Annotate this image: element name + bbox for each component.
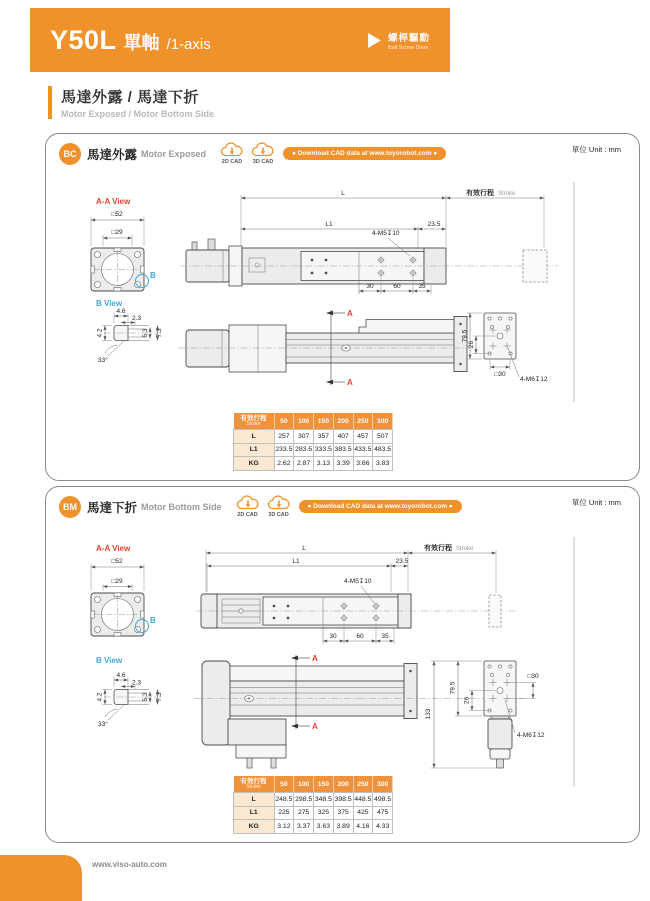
cell: 498.5 xyxy=(373,793,393,807)
cad-3d-button[interactable] xyxy=(267,495,291,518)
drive-type-en: Ball Screw Drive xyxy=(387,44,429,51)
col-header: 300 xyxy=(373,776,393,793)
section-mark-a: A xyxy=(312,654,318,663)
col-header-stroke xyxy=(234,413,275,430)
cad-3d-button[interactable] xyxy=(251,142,275,165)
axis-title-zh: 單軸 xyxy=(123,32,160,53)
page-title xyxy=(50,25,211,56)
dim-label: 4-M5↧10 xyxy=(344,578,372,585)
col-header: 50 xyxy=(274,776,294,793)
cell: 448.5 xyxy=(353,793,373,807)
model-name: Y50L xyxy=(50,24,117,55)
bc-b-view-detail xyxy=(96,299,163,364)
panel-bc-header xyxy=(59,142,446,165)
stroke-label-zh: 有效行程 xyxy=(424,545,452,552)
cell: 325 xyxy=(314,806,334,820)
play-icon xyxy=(368,33,381,48)
col-header: 50 xyxy=(274,413,294,430)
unit-label: 單位 Unit : mm xyxy=(571,498,621,507)
cell: 3.63 xyxy=(314,820,334,834)
cloud-download-icon xyxy=(251,142,275,158)
row-label: L1 xyxy=(234,806,275,820)
cad-2d-label: 2D CAD xyxy=(221,159,243,165)
section-heading xyxy=(48,86,214,119)
dim-label: 133 xyxy=(425,708,432,720)
row-label: KG xyxy=(234,820,275,834)
cell: 275 xyxy=(294,806,314,820)
cell: 3.83 xyxy=(373,457,393,471)
cell: 375 xyxy=(333,806,353,820)
dim-label: 30 xyxy=(366,283,374,290)
cell: 257 xyxy=(274,430,294,444)
dim-label: L1 xyxy=(325,221,333,228)
table-row xyxy=(234,430,393,444)
unit-label: 單位 Unit : mm xyxy=(571,145,621,154)
section-subtitle: Motor Exposed / Motor Bottom Side xyxy=(61,109,214,119)
bc-aa-view xyxy=(91,197,156,291)
dim-label: 4-M6↧12 xyxy=(520,376,548,383)
dim-label: 2.3 xyxy=(132,679,142,687)
dim-label: □29 xyxy=(111,578,123,585)
cell: 333.5 xyxy=(314,443,334,457)
col-header: 300 xyxy=(373,413,393,430)
cell: 307 xyxy=(294,430,314,444)
dim-label: L xyxy=(302,545,306,552)
footer-accent-block xyxy=(0,855,82,901)
cloud-download-icon xyxy=(220,142,244,158)
cell: 483.5 xyxy=(373,443,393,457)
cell: 475 xyxy=(373,806,393,820)
cloud-download-icon xyxy=(236,495,260,511)
panel-motor-bottom-side xyxy=(45,486,640,843)
aa-view-label: A-A View xyxy=(96,544,131,553)
col-header: 100 xyxy=(294,776,314,793)
cell: 457 xyxy=(353,430,373,444)
dim-label: 4.6 xyxy=(116,308,126,315)
stroke-header-en: Stroke xyxy=(246,783,261,790)
col-header: 150 xyxy=(314,776,334,793)
drive-type-badge xyxy=(368,30,430,51)
table-row xyxy=(234,443,393,457)
cell: 407 xyxy=(333,430,353,444)
page-header xyxy=(30,8,450,72)
cell: 248.5 xyxy=(274,793,294,807)
dim-label: 35 xyxy=(418,283,426,290)
cad-2d-label: 2D CAD xyxy=(237,512,258,518)
stroke-label-en: Stroke xyxy=(456,546,474,552)
stroke-table-bm xyxy=(233,776,393,834)
panel-name-en: Motor Bottom Side xyxy=(141,501,222,512)
table-row xyxy=(234,806,393,820)
stroke-label-en: Stroke xyxy=(498,191,516,197)
panel-name-zh: 馬達下折 xyxy=(87,500,138,515)
cell: 225 xyxy=(274,806,294,820)
cell: 3.89 xyxy=(333,820,353,834)
bm-aa-view xyxy=(91,544,156,636)
dim-label: 4.2 xyxy=(96,328,104,338)
dim-label: □30 xyxy=(527,673,539,680)
cad-download-group xyxy=(236,495,291,518)
cell: 507 xyxy=(373,430,393,444)
col-header: 150 xyxy=(314,413,334,430)
bm-side-view xyxy=(194,654,524,768)
axis-title-en: /1-axis xyxy=(166,35,211,53)
dim-label: 4.6 xyxy=(116,672,126,679)
drive-type-zh: 螺桿驅動 xyxy=(387,32,430,44)
drive-type-text xyxy=(388,30,430,51)
dim-label: 2.3 xyxy=(132,315,142,322)
row-label: L xyxy=(234,430,275,444)
aa-view-label: A-A View xyxy=(96,197,131,206)
dim-label: □30 xyxy=(494,371,506,378)
b-mark-label: B xyxy=(150,271,156,280)
b-view-label: B View xyxy=(96,299,123,308)
dim-label: 4.2 xyxy=(96,692,104,702)
dim-label: 5.3 xyxy=(142,692,149,702)
download-cad-button[interactable]: ● Download CAD data at www.toyorobot.com ● xyxy=(283,147,446,160)
b-view-label: B View xyxy=(96,656,123,665)
cell: 283.5 xyxy=(294,443,314,457)
cell: 383.5 xyxy=(333,443,353,457)
cell: 2.87 xyxy=(294,457,314,471)
dim-label: 5.3 xyxy=(142,328,149,338)
panel-code-badge: BM xyxy=(59,496,81,518)
cell: 2.62 xyxy=(274,457,294,471)
dim-label: L1 xyxy=(292,558,300,565)
b-mark-label: B xyxy=(150,616,156,625)
cell: 433.5 xyxy=(353,443,373,457)
stroke-label-zh: 有效行程 xyxy=(466,190,494,197)
section-mark-a: A xyxy=(347,378,353,387)
dim-label: 33° xyxy=(98,721,108,728)
panel-motor-exposed xyxy=(45,133,640,481)
panel-bm-header xyxy=(59,495,462,518)
table-row xyxy=(234,820,393,834)
section-mark-a: A xyxy=(347,309,353,318)
section-mark-a: A xyxy=(312,722,318,731)
dim-label: 7.3 xyxy=(156,328,163,338)
col-header: 250 xyxy=(353,413,373,430)
panel-name-en: Motor Exposed xyxy=(141,148,207,159)
download-cad-button[interactable]: ● Download CAD data at www.toyorobot.com ● xyxy=(299,500,462,513)
table-row xyxy=(234,457,393,471)
dim-label: 60 xyxy=(393,283,401,290)
dim-label: 23.5 xyxy=(427,221,441,228)
dim-label: 79.5 xyxy=(461,329,469,343)
footer-website: www.viso-auto.com xyxy=(92,860,167,869)
cell: 398.5 xyxy=(333,793,353,807)
col-header-stroke xyxy=(234,776,275,793)
dim-label: 35 xyxy=(381,633,389,640)
dim-label: L xyxy=(341,190,345,197)
dim-label: 4-M5↧10 xyxy=(372,230,400,237)
stroke-header-zh: 有效行程 xyxy=(240,777,267,785)
cell: 348.5 xyxy=(314,793,334,807)
dim-label: □52 xyxy=(111,558,123,565)
cad-2d-button[interactable] xyxy=(236,495,260,518)
stroke-header-zh: 有效行程 xyxy=(240,414,267,422)
row-label: L1 xyxy=(234,443,275,457)
cell: 357 xyxy=(314,430,334,444)
cell: 3.13 xyxy=(314,457,334,471)
cell: 3.66 xyxy=(353,457,373,471)
cell: 3.37 xyxy=(294,820,314,834)
dim-label: 4-M6↧12 xyxy=(517,732,545,739)
row-label: KG xyxy=(234,457,275,471)
dim-label: 7.3 xyxy=(156,692,163,702)
cad-download-group xyxy=(220,142,275,165)
table-row xyxy=(234,793,393,807)
row-label: L xyxy=(234,793,275,807)
bc-side-view xyxy=(178,309,476,387)
dim-label: 26 xyxy=(463,696,471,705)
stroke-header-en: Stroke xyxy=(246,420,261,427)
dim-label: 60 xyxy=(356,633,364,640)
col-header: 250 xyxy=(353,776,373,793)
panel-name-zh: 馬達外露 xyxy=(87,147,138,162)
cell: 3.12 xyxy=(274,820,294,834)
dim-label: □29 xyxy=(111,229,123,236)
bc-plate-view xyxy=(462,313,548,383)
cell: 4.33 xyxy=(373,820,393,834)
dim-label: 79.5 xyxy=(449,681,457,695)
section-title: 馬達外露 / 馬達下折 xyxy=(61,89,200,106)
panel-code-badge: BC xyxy=(59,143,81,165)
cad-2d-button[interactable] xyxy=(220,142,244,165)
cad-3d-label: 3D CAD xyxy=(268,512,289,518)
dim-label: □52 xyxy=(111,211,123,218)
dim-label: 30 xyxy=(329,633,337,640)
dim-label: 33° xyxy=(98,357,108,364)
cloud-download-icon xyxy=(267,495,291,511)
col-header: 200 xyxy=(333,413,353,430)
cell: 3.39 xyxy=(333,457,353,471)
bm-b-view-detail xyxy=(96,656,163,728)
col-header: 200 xyxy=(333,776,353,793)
cell: 233.5 xyxy=(274,443,294,457)
cell: 4.16 xyxy=(353,820,373,834)
dim-label: 23.5 xyxy=(395,558,409,565)
col-header: 100 xyxy=(294,413,314,430)
dim-label: 26 xyxy=(468,340,475,349)
bm-plate-view xyxy=(425,661,545,768)
cell: 298.5 xyxy=(294,793,314,807)
cell: 425 xyxy=(353,806,373,820)
cad-3d-label: 3D CAD xyxy=(252,159,274,165)
stroke-table-bc xyxy=(233,413,393,471)
